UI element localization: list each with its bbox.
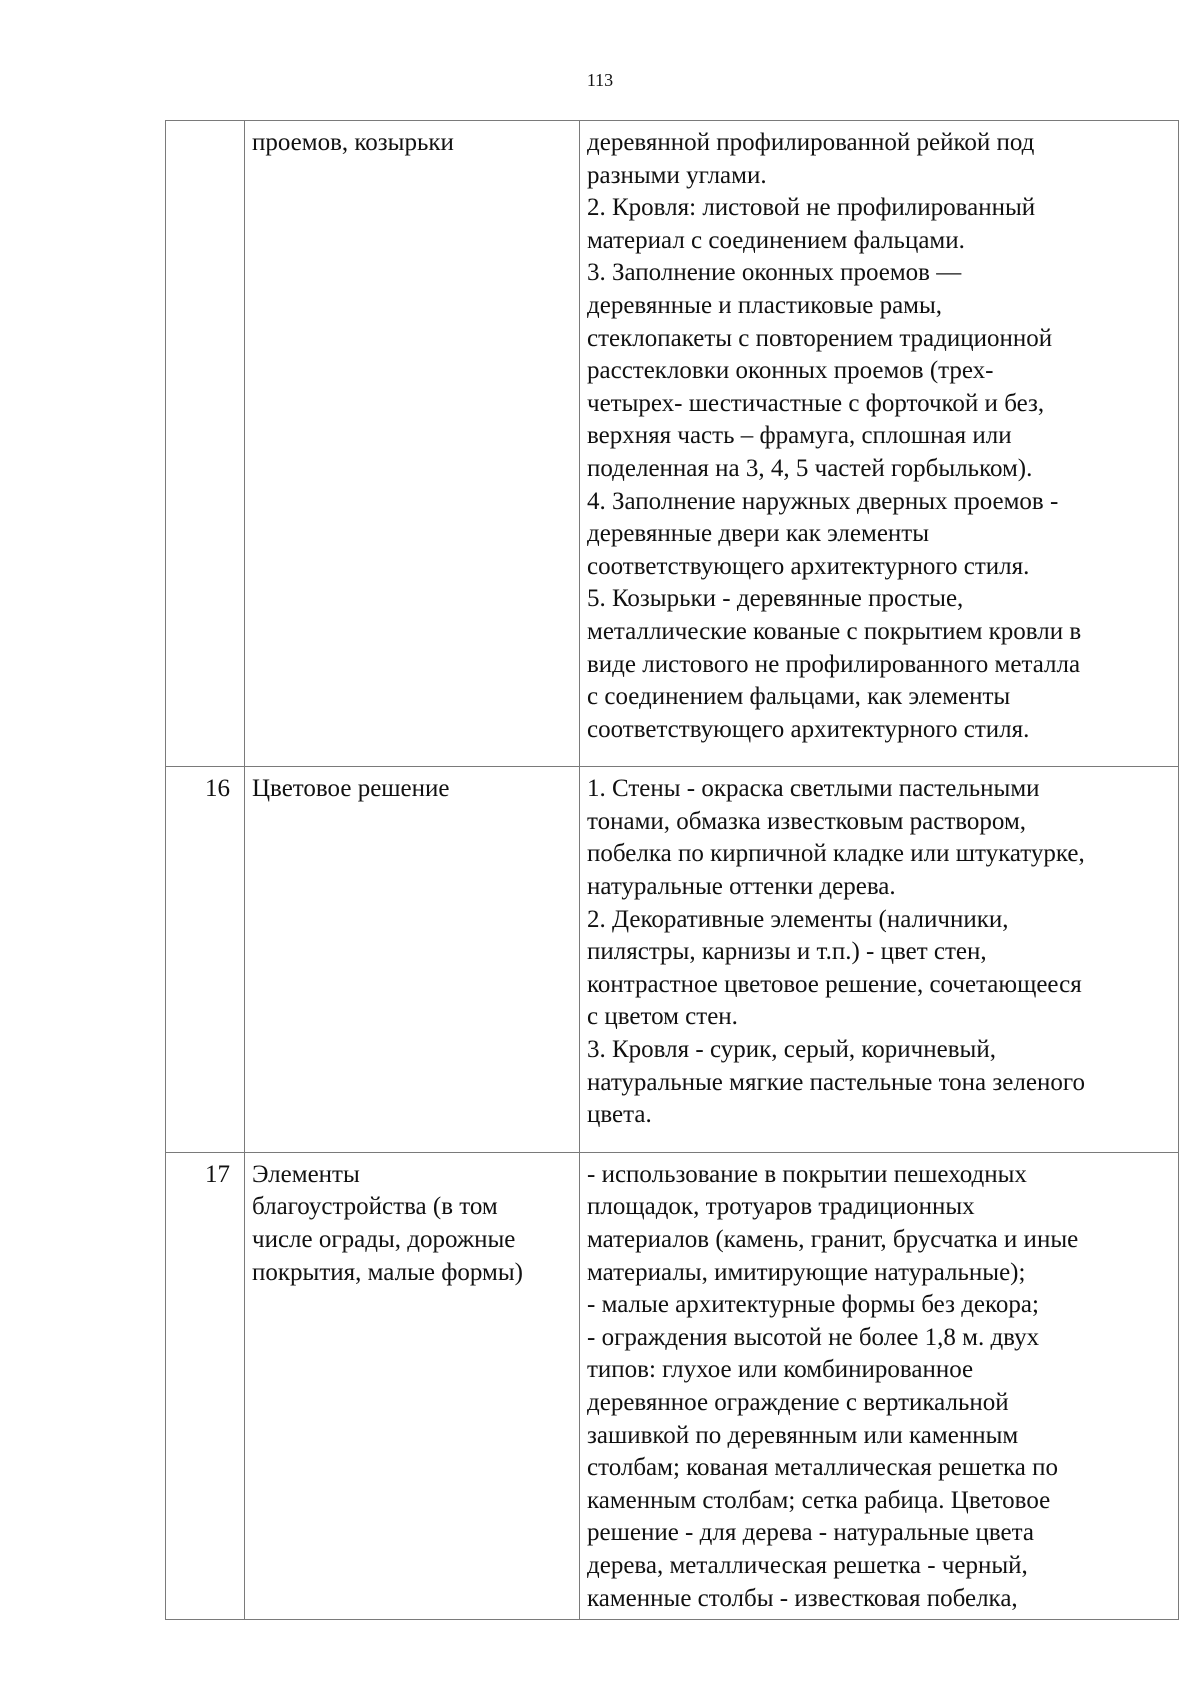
page-number: 113 — [586, 70, 614, 90]
element-name-line: числе ограды, дорожные — [252, 1226, 516, 1253]
requirement-line: 3. Заполнение оконных проемов — — [587, 259, 962, 287]
requirement-line: зашивкой по деревянным или каменным — [587, 1421, 1019, 1449]
requirement-line: 3. Кровля - сурик, серый, коричневый, — [587, 1036, 996, 1064]
requirement-line: металлические кованые с покрытием кровли в — [587, 617, 1082, 645]
table-row — [166, 121, 1179, 767]
requirement-line: деревянные и пластиковые рамы, — [587, 291, 943, 319]
requirement-line: столбам; кованая металлическая решетка по — [587, 1454, 1058, 1482]
requirement-line: поделенная на 3, 4, 5 частей горбыльком). — [587, 454, 1033, 482]
requirement-line: 1. Стены - окраска светлыми пастельными — [587, 775, 1040, 803]
requirement-line: контрастное цветовое решение, сочетающееся — [587, 970, 1082, 998]
element-name-cell — [245, 767, 580, 1153]
requirement-line: верхняя часть – фрамуга, сплошная или — [587, 422, 1012, 450]
requirement-line: дерева, металлическая решетка - черный, — [587, 1551, 1028, 1579]
requirement-line: каменным столбам; сетка рабица. Цветовое — [587, 1486, 1051, 1514]
element-name-line: проемов, козырьки — [252, 129, 454, 156]
requirement-line: 2. Декоративные элементы (наличники, — [587, 905, 1009, 933]
requirement-line: натуральные оттенки дерева. — [587, 873, 896, 901]
requirement-line: 4. Заполнение наружных дверных проемов - — [587, 487, 1059, 515]
requirement-line: деревянной профилированной рейкой под — [587, 129, 1035, 156]
table-body — [166, 121, 1179, 1620]
element-name-line: покрытия, малые формы) — [252, 1258, 523, 1286]
table-row — [166, 767, 1179, 1153]
element-name-line: Цветовое решение — [252, 775, 450, 803]
requirement-line: материал с соединением фальцами. — [587, 226, 965, 254]
requirement-line: разными углами. — [587, 161, 767, 189]
requirement-line: материалы, имитирующие натуральные); — [587, 1258, 1026, 1286]
requirements-cell — [580, 121, 1179, 767]
element-name-cell — [245, 121, 580, 767]
requirement-line: пилястры, карнизы и т.п.) - цвет стен, — [587, 938, 987, 966]
element-name-line: Элементы — [252, 1160, 360, 1188]
element-name-cell — [245, 1152, 580, 1619]
requirement-line: расстекловки оконных проемов (трех- — [587, 357, 994, 385]
requirement-line: - малые архитектурные формы без декора; — [587, 1291, 1039, 1319]
requirement-line: 5. Козырьки - деревянные простые, — [587, 585, 964, 613]
requirement-line: соответствующего архитектурного стиля. — [587, 715, 1030, 743]
table-row — [166, 1152, 1179, 1619]
row-number-cell: 16 — [166, 767, 245, 1153]
requirement-line: побелка по кирпичной кладке или штукатурке, — [587, 840, 1085, 868]
requirement-line: с цветом стен. — [587, 1003, 738, 1031]
requirements-cell — [580, 1152, 1179, 1619]
requirement-line: материалов (камень, гранит, брусчатка и иные — [587, 1226, 1079, 1253]
requirement-line: тонами, обмазка известковым раствором, — [587, 807, 1027, 835]
requirement-line: натуральные мягкие пастельные тона зеленого — [587, 1068, 1085, 1096]
requirement-line: решение - для дерева - натуральные цвета — [587, 1519, 1034, 1547]
requirement-line: деревянные двери как элементы — [587, 520, 930, 548]
requirements-table — [165, 120, 1179, 1620]
requirement-line: - использование в покрытии пешеходных — [587, 1160, 1027, 1188]
requirement-line: четырех- шестичастные с форточкой и без, — [587, 389, 1045, 417]
requirement-line: соответствующего архитектурного стиля. — [587, 552, 1030, 580]
requirement-line: каменные столбы - известковая побелка, — [587, 1584, 1018, 1612]
requirement-line: стеклопакеты с повторением традиционной — [587, 324, 1053, 352]
requirement-line: 2. Кровля: листовой не профилированный — [587, 194, 1036, 222]
requirement-line: площадок, тротуаров традиционных — [587, 1193, 975, 1221]
requirement-line: типов: глухое или комбинированное — [587, 1356, 974, 1384]
element-name-line: благоустройства (в том — [252, 1193, 498, 1221]
row-number-cell — [166, 121, 245, 767]
row-number-cell: 17 — [166, 1152, 245, 1619]
requirement-line: с соединением фальцами, как элементы — [587, 683, 1011, 711]
requirement-line: деревянное ограждение с вертикальной — [587, 1388, 1009, 1416]
requirement-line: виде листового не профилированного металла — [587, 650, 1081, 678]
requirement-line: - ограждения высотой не более 1,8 м. двух — [587, 1323, 1040, 1351]
requirement-line: цвета. — [587, 1101, 652, 1129]
requirements-cell — [580, 767, 1179, 1153]
